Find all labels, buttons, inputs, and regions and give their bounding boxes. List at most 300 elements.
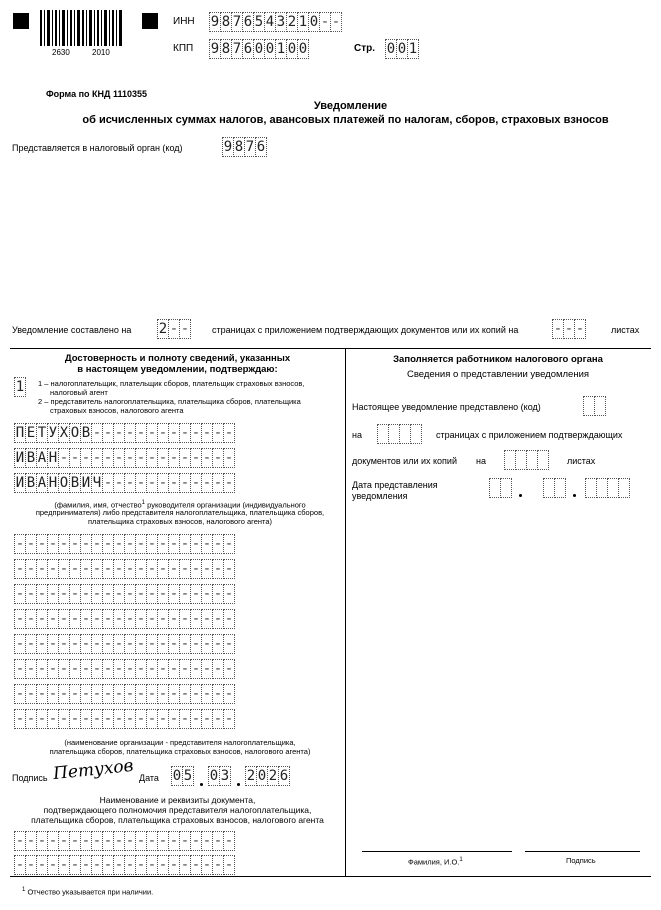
char-cell: - — [136, 857, 146, 873]
char-cell: - — [224, 586, 234, 602]
char-cell: - — [81, 611, 91, 627]
right-pages-label: страницах с приложением подтверждающих — [436, 430, 623, 440]
char-cell: - — [37, 661, 47, 677]
char-cell: - — [59, 636, 69, 652]
char-cell: 9 — [210, 14, 220, 30]
barcode-number-right: 2010 — [92, 48, 110, 57]
barcode — [40, 10, 124, 46]
char-cell: - — [59, 536, 69, 552]
char-cell: - — [48, 857, 58, 873]
char-cell: - — [81, 686, 91, 702]
char-cell: - — [224, 475, 234, 491]
char-cell: - — [213, 833, 223, 849]
char-cell: - — [114, 611, 124, 627]
submit-month-field[interactable] — [543, 478, 565, 498]
char-cell: - — [147, 536, 157, 552]
char-cell: - — [26, 711, 36, 727]
char-cell: - — [202, 711, 212, 727]
char-cell: - — [103, 661, 113, 677]
fio-note-part2: руководителя организации (индивидуального — [147, 500, 306, 510]
patronymic-field[interactable] — [14, 473, 234, 493]
tax-organ-label: Представляется в налоговый орган (код) — [12, 143, 183, 153]
char-cell: - — [213, 425, 223, 441]
char-cell: Е — [26, 425, 36, 441]
char-cell: - — [224, 857, 234, 873]
char-cell: - — [202, 425, 212, 441]
char-cell: - — [59, 561, 69, 577]
char-cell: - — [331, 14, 341, 30]
char-cell — [537, 450, 549, 470]
char-cell: 0 — [386, 41, 396, 57]
signature-label: Подпись — [12, 773, 48, 783]
char-cell: - — [48, 686, 58, 702]
char-cell: - — [180, 833, 190, 849]
char-cell: 8 — [221, 41, 231, 57]
char-cell: - — [81, 536, 91, 552]
char-cell: 9 — [210, 41, 220, 57]
char-cell — [618, 478, 630, 498]
char-cell: - — [224, 661, 234, 677]
char-cell: - — [158, 636, 168, 652]
char-cell: - — [202, 686, 212, 702]
char-cell: - — [37, 586, 47, 602]
char-cell: - — [114, 586, 124, 602]
footnote-text: Отчество указывается при наличии. — [27, 887, 154, 897]
date-dot — [519, 494, 522, 497]
char-cell: - — [202, 561, 212, 577]
char-cell: - — [147, 857, 157, 873]
char-cell: 5 — [183, 768, 193, 784]
char-cell: И — [15, 475, 25, 491]
char-cell: 0 — [209, 768, 219, 784]
char-cell: - — [81, 661, 91, 677]
char-cell: - — [136, 475, 146, 491]
char-cell: 1 — [408, 41, 418, 57]
char-cell: 6 — [243, 41, 253, 57]
char-cell: - — [191, 857, 201, 873]
char-cell: - — [81, 561, 91, 577]
form-code: Форма по КНД 1110355 — [46, 89, 147, 99]
char-cell: - — [180, 686, 190, 702]
char-cell: - — [81, 711, 91, 727]
char-cell: - — [15, 686, 25, 702]
barcode-number-left: 2630 — [52, 48, 70, 57]
char-cell: - — [147, 661, 157, 677]
char-cell: - — [213, 857, 223, 873]
char-cell: - — [26, 661, 36, 677]
char-cell: - — [147, 686, 157, 702]
char-cell: 4 — [265, 14, 275, 30]
char-cell: - — [103, 833, 113, 849]
char-cell: - — [202, 450, 212, 466]
tax-organ-field[interactable] — [222, 137, 266, 157]
page-label: Стр. — [354, 43, 376, 54]
char-cell: - — [191, 450, 201, 466]
corner-marker-left — [13, 13, 29, 29]
char-cell: - — [70, 636, 80, 652]
char-cell: - — [103, 686, 113, 702]
char-cell: - — [92, 450, 102, 466]
char-cell: - — [158, 686, 168, 702]
char-cell: - — [158, 857, 168, 873]
char-cell: - — [26, 536, 36, 552]
char-cell: - — [180, 661, 190, 677]
char-cell: - — [48, 661, 58, 677]
char-cell: - — [92, 833, 102, 849]
char-cell: - — [70, 586, 80, 602]
char-cell: - — [136, 833, 146, 849]
pages-suffix: листах — [611, 325, 640, 335]
char-cell: 6 — [279, 768, 289, 784]
char-cell: - — [114, 686, 124, 702]
inn-field[interactable] — [209, 12, 341, 32]
char-cell: - — [59, 586, 69, 602]
char-cell — [554, 478, 566, 498]
char-cell: - — [15, 536, 25, 552]
char-cell: - — [103, 475, 113, 491]
char-cell: - — [125, 450, 135, 466]
char-cell: - — [103, 611, 113, 627]
char-cell: - — [191, 611, 201, 627]
char-cell: - — [202, 833, 212, 849]
char-cell: - — [564, 321, 574, 337]
char-cell: 7 — [232, 41, 242, 57]
option2-line1: 2 – представитель налогоплательщика, плательщика сборов, плательщика — [38, 397, 301, 406]
char-cell: О — [70, 425, 80, 441]
char-cell: - — [92, 536, 102, 552]
char-cell: - — [37, 833, 47, 849]
char-cell: - — [213, 586, 223, 602]
pages-middle: страницах с приложением подтверждающих документов или их копий на — [212, 325, 519, 335]
option1-line1: 1 – налогоплательщик, плательщик сборов, плательщик страховых взносов, — [38, 379, 305, 388]
char-cell — [500, 478, 512, 498]
char-cell: - — [114, 536, 124, 552]
char-cell: - — [213, 711, 223, 727]
right-heading: Заполняется работником налогового органа — [393, 354, 603, 365]
char-cell: - — [37, 536, 47, 552]
char-cell: - — [158, 425, 168, 441]
inn-label: ИНН — [173, 16, 195, 27]
char-cell: - — [213, 536, 223, 552]
org-name-row[interactable] — [14, 659, 234, 679]
char-cell: - — [553, 321, 563, 337]
fio-label-sup: 1 — [459, 857, 463, 863]
org-name-row[interactable] — [14, 634, 234, 654]
char-cell: - — [70, 857, 80, 873]
char-cell: - — [191, 561, 201, 577]
char-cell: - — [70, 661, 80, 677]
char-cell: - — [70, 561, 80, 577]
char-cell: - — [70, 711, 80, 727]
org-name-row[interactable] — [14, 559, 234, 579]
barcode-icon — [40, 10, 124, 46]
char-cell: - — [147, 475, 157, 491]
char-cell: - — [180, 475, 190, 491]
char-cell: 9 — [223, 139, 233, 155]
doc-heading-line2: подтверждающего полномочия представителя налогоплательщика, — [43, 805, 312, 815]
char-cell: - — [136, 425, 146, 441]
char-cell: - — [81, 857, 91, 873]
surname-field[interactable] — [14, 423, 234, 443]
org-name-row[interactable] — [14, 709, 234, 729]
char-cell — [410, 424, 422, 444]
submit-day-field[interactable] — [489, 478, 511, 498]
char-cell: - — [158, 450, 168, 466]
date-day-field[interactable] — [171, 766, 193, 786]
char-cell: - — [169, 450, 179, 466]
char-cell: - — [224, 711, 234, 727]
char-cell: - — [136, 561, 146, 577]
doc-heading-line3: плательщика сборов, плательщика страховых взносов, налогового агента — [31, 815, 324, 825]
char-cell: - — [169, 536, 179, 552]
char-cell: - — [224, 425, 234, 441]
char-cell: - — [136, 450, 146, 466]
submit-year-field[interactable] — [585, 478, 629, 498]
char-cell: - — [147, 450, 157, 466]
section-divider — [345, 348, 346, 876]
char-cell: - — [59, 661, 69, 677]
char-cell: - — [59, 450, 69, 466]
page-field[interactable] — [385, 39, 418, 59]
char-cell: 2 — [268, 768, 278, 784]
char-cell: - — [59, 857, 69, 873]
date-label: Дата — [139, 773, 159, 783]
char-cell: - — [125, 857, 135, 873]
char-cell: - — [81, 586, 91, 602]
char-cell: - — [180, 611, 190, 627]
code-field[interactable] — [583, 396, 605, 416]
char-cell: - — [114, 450, 124, 466]
char-cell: 8 — [221, 14, 231, 30]
char-cell: - — [125, 636, 135, 652]
char-cell: - — [114, 425, 124, 441]
char-cell: 1 — [15, 379, 25, 395]
char-cell: - — [158, 833, 168, 849]
char-cell: - — [92, 611, 102, 627]
char-cell: - — [158, 611, 168, 627]
char-cell: - — [125, 425, 135, 441]
char-cell: - — [202, 611, 212, 627]
char-cell: - — [169, 561, 179, 577]
char-cell: - — [158, 536, 168, 552]
char-cell: - — [92, 586, 102, 602]
char-cell: - — [136, 661, 146, 677]
org-name-row[interactable] — [14, 534, 234, 554]
char-cell: - — [70, 611, 80, 627]
char-cell: - — [26, 833, 36, 849]
char-cell: 0 — [257, 768, 267, 784]
char-cell: - — [103, 450, 113, 466]
kpp-field[interactable] — [209, 39, 308, 59]
char-cell: - — [26, 561, 36, 577]
char-cell: - — [202, 536, 212, 552]
pages-field[interactable] — [157, 319, 190, 339]
char-cell: - — [48, 711, 58, 727]
char-cell: - — [180, 425, 190, 441]
right-subheading: Сведения о представлении уведомления — [406, 369, 590, 380]
char-cell: - — [125, 661, 135, 677]
sheets-field[interactable] — [552, 319, 585, 339]
fio-label — [408, 856, 463, 867]
sign-signature-line — [525, 851, 640, 852]
section-bottom-rule — [10, 876, 651, 877]
char-cell: - — [15, 611, 25, 627]
char-cell: И — [15, 450, 25, 466]
signer-type-field[interactable] — [14, 377, 25, 397]
left-heading-line1: Достоверность и полноту сведений, указанных — [64, 353, 291, 364]
date-month-field[interactable] — [208, 766, 230, 786]
char-cell: - — [15, 586, 25, 602]
signature: Петухов — [52, 755, 135, 785]
doc-row[interactable] — [14, 831, 234, 851]
char-cell: - — [48, 536, 58, 552]
char-cell: - — [103, 425, 113, 441]
fio-label-text: Фамилия, И.О. — [408, 857, 460, 867]
date-submit-label2: уведомления — [352, 491, 408, 501]
char-cell: - — [169, 425, 179, 441]
char-cell: - — [136, 711, 146, 727]
char-cell: - — [180, 450, 190, 466]
char-cell: - — [37, 686, 47, 702]
char-cell: - — [114, 833, 124, 849]
date-dot — [573, 494, 576, 497]
char-cell: - — [15, 561, 25, 577]
fio-note-line2: предпринимателя) либо представителя налогоплательщика, плательщика сборов, — [35, 508, 325, 517]
char-cell: - — [147, 833, 157, 849]
char-cell: - — [48, 586, 58, 602]
char-cell: - — [180, 711, 190, 727]
on2-label: на — [476, 456, 486, 466]
char-cell: - — [224, 611, 234, 627]
char-cell: - — [191, 586, 201, 602]
char-cell: - — [37, 636, 47, 652]
char-cell: - — [92, 561, 102, 577]
char-cell: Ч — [92, 475, 102, 491]
char-cell: - — [202, 586, 212, 602]
char-cell: - — [213, 611, 223, 627]
char-cell: - — [213, 636, 223, 652]
char-cell: - — [169, 586, 179, 602]
char-cell: - — [191, 686, 201, 702]
char-cell: - — [180, 586, 190, 602]
sign-label: Подпись — [566, 856, 596, 865]
char-cell: А — [37, 450, 47, 466]
char-cell: - — [81, 450, 91, 466]
char-cell: - — [191, 536, 201, 552]
char-cell: - — [92, 661, 102, 677]
char-cell: - — [15, 857, 25, 873]
char-cell: - — [202, 857, 212, 873]
char-cell: - — [59, 611, 69, 627]
char-cell: - — [92, 686, 102, 702]
doc-row[interactable] — [14, 855, 234, 875]
char-cell: - — [180, 536, 190, 552]
char-cell: - — [125, 686, 135, 702]
char-cell: - — [169, 833, 179, 849]
char-cell: - — [103, 586, 113, 602]
char-cell: - — [125, 586, 135, 602]
char-cell: - — [70, 833, 80, 849]
char-cell: - — [180, 321, 190, 337]
char-cell: - — [169, 711, 179, 727]
org-name-row[interactable] — [14, 609, 234, 629]
org-name-row[interactable] — [14, 584, 234, 604]
char-cell: 3 — [276, 14, 286, 30]
char-cell: - — [158, 711, 168, 727]
char-cell: 0 — [265, 41, 275, 57]
char-cell: - — [114, 636, 124, 652]
char-cell: - — [114, 475, 124, 491]
char-cell: - — [169, 686, 179, 702]
char-cell: - — [37, 711, 47, 727]
char-cell: - — [180, 561, 190, 577]
char-cell: - — [92, 636, 102, 652]
char-cell — [594, 396, 606, 416]
on-label: на — [352, 430, 362, 440]
char-cell: - — [575, 321, 585, 337]
char-cell: - — [224, 686, 234, 702]
char-cell: 2 — [246, 768, 256, 784]
section-top-rule — [10, 348, 651, 349]
char-cell: У — [48, 425, 58, 441]
option1-line2: налоговый агент — [50, 388, 108, 397]
org-note-line1: (наименование организации - представителя налогоплательщика, — [64, 738, 296, 747]
org-name-row[interactable] — [14, 684, 234, 704]
right-pages-field[interactable] — [377, 424, 421, 444]
char-cell: - — [191, 425, 201, 441]
name-field[interactable] — [14, 448, 234, 468]
char-cell: - — [15, 636, 25, 652]
right-sheets-field[interactable] — [504, 450, 548, 470]
char-cell: 0 — [172, 768, 182, 784]
char-cell: - — [37, 561, 47, 577]
char-cell: - — [103, 561, 113, 577]
char-cell: - — [191, 636, 201, 652]
char-cell: Н — [48, 475, 58, 491]
char-cell: - — [70, 536, 80, 552]
char-cell: - — [147, 611, 157, 627]
char-cell: 3 — [220, 768, 230, 784]
date-year-field[interactable] — [245, 766, 289, 786]
char-cell: - — [202, 661, 212, 677]
char-cell: - — [158, 561, 168, 577]
char-cell: 5 — [254, 14, 264, 30]
char-cell: - — [169, 636, 179, 652]
char-cell: - — [125, 475, 135, 491]
char-cell: - — [213, 450, 223, 466]
char-cell: 7 — [245, 139, 255, 155]
char-cell: - — [92, 711, 102, 727]
char-cell: - — [136, 686, 146, 702]
char-cell: - — [48, 636, 58, 652]
char-cell: 7 — [232, 14, 242, 30]
char-cell: 6 — [256, 139, 266, 155]
char-cell: - — [169, 857, 179, 873]
char-cell: - — [136, 536, 146, 552]
char-cell: - — [92, 425, 102, 441]
char-cell: 0 — [397, 41, 407, 57]
fio-signature-line — [362, 851, 512, 852]
char-cell: - — [191, 661, 201, 677]
char-cell: - — [37, 857, 47, 873]
char-cell: - — [103, 711, 113, 727]
char-cell: - — [81, 636, 91, 652]
char-cell: - — [114, 711, 124, 727]
char-cell: - — [213, 686, 223, 702]
kpp-label: КПП — [173, 43, 194, 54]
char-cell: - — [147, 561, 157, 577]
char-cell: - — [125, 561, 135, 577]
